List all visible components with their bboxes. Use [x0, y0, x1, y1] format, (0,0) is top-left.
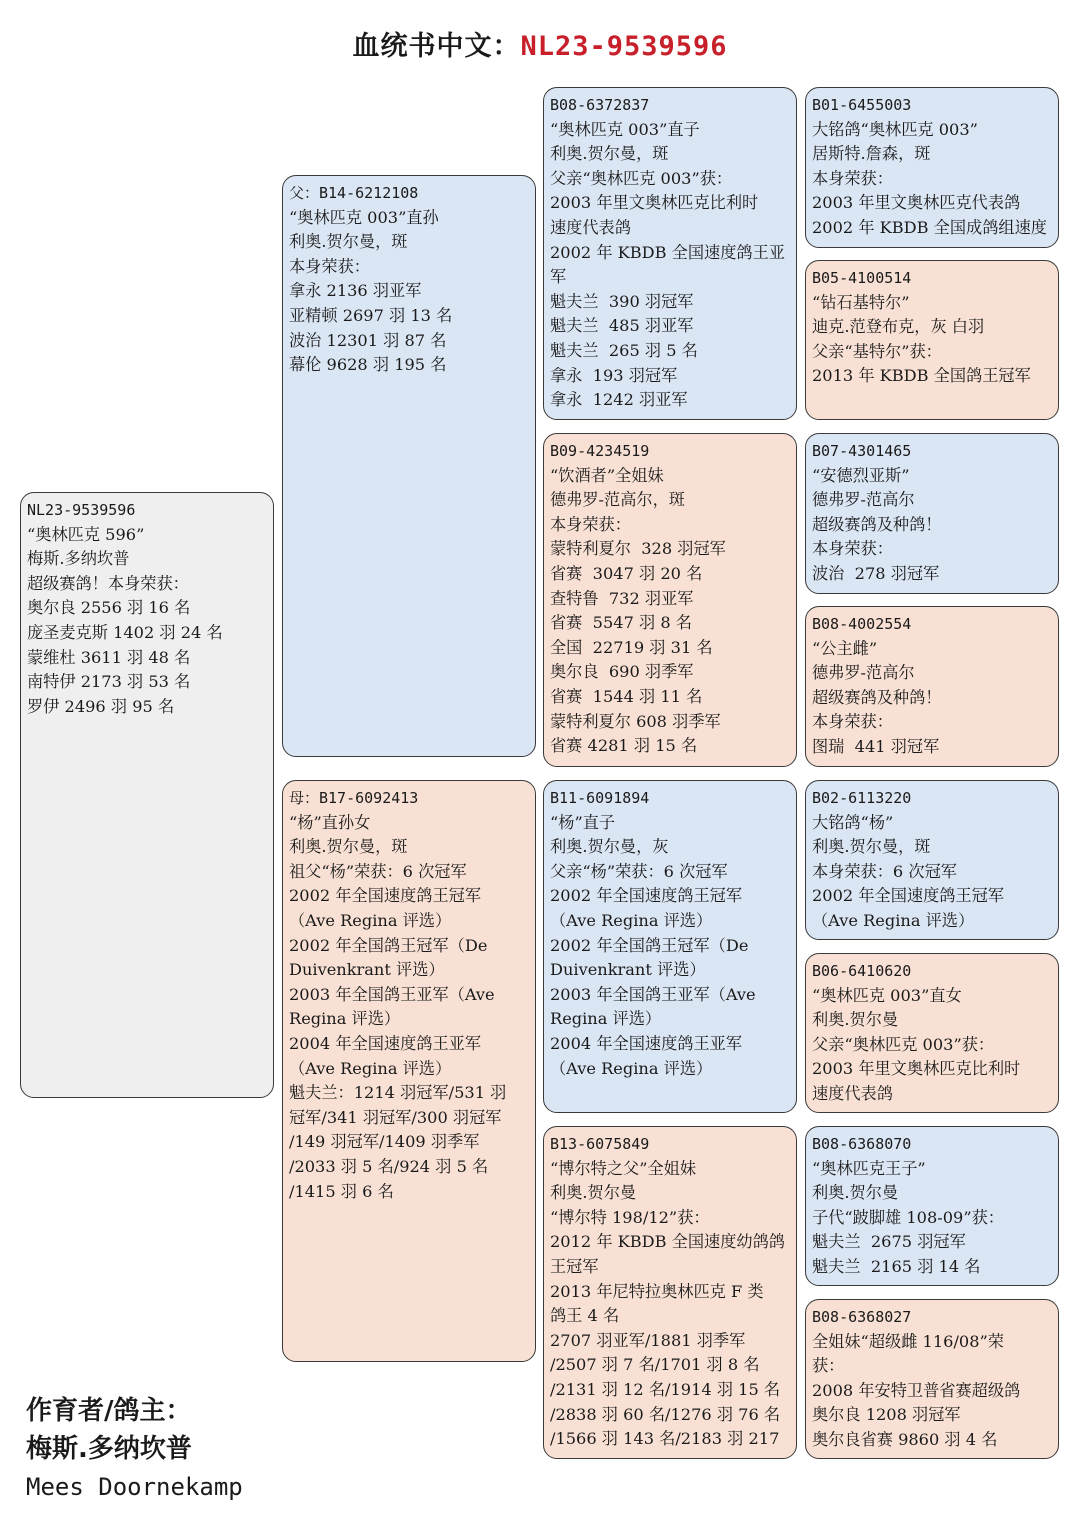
pedigree-line: 德弗罗-范高尔，斑	[550, 490, 685, 510]
pedigree-line: 魁夫兰 265 羽 5 名	[550, 340, 698, 360]
pedigree-line: 幕伦 9628 羽 195 名	[289, 355, 447, 375]
pedigree-line: 魁夫兰 390 羽冠军	[550, 291, 694, 311]
pedigree-line: 德弗罗-范高尔	[812, 663, 915, 683]
dam-sire-dam-card	[805, 953, 1059, 1113]
title-ring-number: NL23-9539596	[520, 31, 728, 62]
pedigree-line: 省赛 5547 羽 8 名	[550, 613, 692, 633]
pedigree-line: 蒙特利夏尔 608 羽季军	[550, 711, 721, 731]
pedigree-line: /1415 羽 6 名	[289, 1181, 394, 1201]
sire-sire-card	[543, 87, 797, 420]
pedigree-line: 省赛 4281 羽 15 名	[550, 736, 698, 756]
pedigree-line: 本身荣获：	[550, 514, 631, 534]
pedigree-line: 速度代表鸽	[550, 217, 631, 237]
pedigree-line: 2002 年全国鸽王冠军（De	[550, 935, 749, 955]
pedigree-line: 鸽王 4 名	[550, 1306, 620, 1326]
pedigree-line: 亚精顿 2697 羽 13 名	[289, 305, 453, 325]
ring-number: 母：B17-6092413	[289, 789, 419, 807]
pedigree-line: 2003 年全国鸽王亚军（Ave	[550, 984, 756, 1004]
pedigree-line: 2004 年全国速度鸽王亚军	[289, 1033, 482, 1053]
pedigree-line: 军	[550, 267, 567, 287]
ring-number: B08-6368070	[812, 1135, 912, 1153]
pedigree-line: 2003 年里文奥林匹克比利时	[812, 1059, 1021, 1079]
pedigree-line: 梅斯.多纳坎普	[27, 549, 130, 569]
dam-dam-sire-card	[805, 1126, 1059, 1286]
pedigree-line: “奥林匹克 596”	[27, 524, 145, 544]
pedigree-line: “饮酒者”全姐妹	[550, 465, 664, 485]
pedigree-line: 2707 羽亚军/1881 羽季军	[550, 1330, 746, 1350]
ring-number: B07-4301465	[812, 442, 912, 460]
pedigree-line: （Ave Regina 评选）	[550, 1058, 713, 1078]
pedigree-line: 超级赛鸽及种鸽！	[812, 514, 942, 534]
pedigree-line: （Ave Regina 评选）	[550, 910, 713, 930]
pedigree-line: 2008 年安特卫普省赛超级鸽	[812, 1380, 1021, 1400]
pedigree-line: 庞圣麦克斯 1402 羽 24 名	[27, 622, 223, 642]
breeder-label: 作育者/鸽主：	[26, 1396, 192, 1426]
breeder-name-cn: 梅斯.多纳坎普	[26, 1434, 192, 1464]
ring-number: B02-6113220	[812, 789, 912, 807]
pedigree-line: “杨”直孙女	[289, 812, 371, 832]
pedigree-line: 德弗罗-范高尔	[812, 490, 915, 510]
pedigree-line: /2838 羽 60 名/1276 羽 76 名	[550, 1404, 781, 1424]
pedigree-line: 奥尔良 690 羽季军	[550, 662, 694, 682]
dam-card	[282, 780, 536, 1362]
pedigree-line: 王冠军	[550, 1256, 599, 1276]
pedigree-line: “安德烈亚斯”	[812, 465, 910, 485]
pedigree-line: “奥林匹克 003”直女	[812, 985, 962, 1005]
pedigree-line: 大铭鸽“杨”	[812, 812, 894, 832]
pedigree-line: 拿永 193 羽冠军	[550, 365, 678, 385]
pedigree-line: 南特伊 2173 羽 53 名	[27, 672, 191, 692]
pedigree-line: 本身荣获：	[812, 712, 893, 732]
pedigree-line: 2002 年全国速度鸽王冠军	[289, 886, 482, 906]
breeder-block	[26, 1392, 243, 1506]
pedigree-line: 超级赛鸽！本身荣获：	[27, 573, 189, 593]
pedigree-line: 蒙维杜 3611 羽 48 名	[27, 647, 191, 667]
pedigree-line: 超级赛鸽及种鸽！	[812, 687, 942, 707]
pedigree-line: （Ave Regina 评选）	[289, 1058, 452, 1078]
pedigree-line: 利奥.贺尔曼	[812, 1010, 899, 1030]
dam-dam-card	[543, 1126, 797, 1459]
pedigree-line: 奥尔良省赛 9860 羽 4 名	[812, 1429, 998, 1449]
pedigree-line: 波治 12301 羽 87 名	[289, 330, 447, 350]
ring-number: B11-6091894	[550, 789, 650, 807]
pedigree-line: 迪克.范登布克，灰 白羽	[812, 317, 985, 337]
ring-number: B08-6372837	[550, 96, 650, 114]
breeder-name-en: Mees Doornekamp	[26, 1473, 243, 1501]
pedigree-line: 全国 22719 羽 31 名	[550, 637, 713, 657]
sire-dam-sire-card	[805, 433, 1059, 594]
pedigree-line: Duivenkrant 评选）	[289, 960, 445, 980]
pedigree-line: 2003 年全国鸽王亚军（Ave	[289, 984, 495, 1004]
pedigree-line: 2003 年里文奥林匹克比利时	[550, 193, 759, 213]
ring-number: B09-4234519	[550, 442, 650, 460]
pedigree-line: 利奥.贺尔曼，斑	[289, 837, 408, 857]
pedigree-line: 魁夫兰 485 羽亚军	[550, 316, 694, 336]
pedigree-line: “杨”直子	[550, 812, 616, 832]
pedigree-line: /1566 羽 143 名/2183 羽 217	[550, 1429, 780, 1449]
pedigree-line: 2003 年里文奥林匹克代表鸽	[812, 193, 1021, 213]
pedigree-line: （Ave Regina 评选）	[289, 910, 452, 930]
pedigree-line: “博尔特 198/12”获：	[550, 1207, 710, 1227]
pedigree-line: 2012 年 KBDB 全国速度幼鸽鸽	[550, 1232, 785, 1252]
pedigree-line: 波治 278 羽冠军	[812, 563, 940, 583]
pedigree-line: “公主雌”	[812, 638, 878, 658]
pedigree-line: 本身荣获：6 次冠军	[812, 861, 957, 881]
pedigree-line: “钻石基特尔”	[812, 292, 910, 312]
pedigree-line: 父亲“基特尔”获：	[812, 341, 942, 361]
pedigree-line: “博尔特之父”全姐妹	[550, 1158, 697, 1178]
pedigree-line: 2002 年全国速度鸽王冠军	[550, 886, 743, 906]
ring-number: B13-6075849	[550, 1135, 650, 1153]
pedigree-line: 拿永 1242 羽亚军	[550, 390, 688, 410]
pedigree-line: /2131 羽 12 名/1914 羽 15 名	[550, 1379, 781, 1399]
pedigree-line: 利奥.贺尔曼	[812, 1183, 899, 1203]
sire-sire-sire-card	[805, 87, 1059, 248]
page-title	[0, 24, 1080, 63]
dam-sire-card	[543, 780, 797, 1113]
pedigree-line: 速度代表鸽	[812, 1083, 893, 1103]
pedigree-line: 2002 年 KBDB 全国速度鸽王亚	[550, 242, 785, 262]
ring-number: B08-6368027	[812, 1308, 912, 1326]
pedigree-line: Regina 评选）	[550, 1009, 662, 1029]
sire-card	[282, 175, 536, 757]
pedigree-line: 父亲“奥林匹克 003”获：	[812, 1034, 995, 1054]
pedigree-line: 冠军/341 羽冠军/300 羽冠军	[289, 1107, 502, 1127]
pedigree-line: 图瑞 441 羽冠军	[812, 736, 940, 756]
pedigree-line: 2013 年尼特拉奥林匹克 F 类	[550, 1281, 764, 1301]
pedigree-line: 拿永 2136 羽亚军	[289, 281, 422, 301]
ring-number: B08-4002554	[812, 615, 912, 633]
title-prefix: 血统书中文：	[352, 31, 521, 62]
dam-dam-dam-card	[805, 1299, 1059, 1459]
pedigree-line: 利奥.贺尔曼，斑	[812, 837, 931, 857]
ring-number: B06-6410620	[812, 962, 912, 980]
pedigree-line: 查特鲁 732 羽亚军	[550, 588, 694, 608]
pedigree-line: 魁夫兰：1214 羽冠军/531 羽	[289, 1083, 507, 1103]
pedigree-line: Regina 评选）	[289, 1009, 401, 1029]
pedigree-line: 2002 年全国速度鸽王冠军	[812, 886, 1005, 906]
ring-number: B05-4100514	[812, 269, 912, 287]
pedigree-line: /2033 羽 5 名/924 羽 5 名	[289, 1156, 489, 1176]
pedigree-line: 2002 年 KBDB 全国成鸽组速度	[812, 217, 1047, 237]
pedigree-line: 本身荣获：	[812, 539, 893, 559]
pedigree-line: 父亲“杨”荣获：6 次冠军	[550, 861, 728, 881]
pedigree-line: 大铭鸽“奥林匹克 003”	[812, 119, 978, 139]
ring-number: 父：B14-6212108	[289, 184, 419, 202]
pedigree-line: 奥尔良 1208 羽冠军	[812, 1405, 961, 1425]
pedigree-line: 省赛 1544 羽 11 名	[550, 686, 703, 706]
pedigree-line: 利奥.贺尔曼	[550, 1183, 637, 1203]
pedigree-line: 魁夫兰 2675 羽冠军	[812, 1232, 966, 1252]
pedigree-line: 全姐妹“超级雌 116/08”荣	[812, 1331, 1004, 1351]
sire-dam-card	[543, 433, 797, 767]
pedigree-line: 2013 年 KBDB 全国鸽王冠军	[812, 366, 1031, 386]
pedigree-line: “奥林匹克 003”直子	[550, 119, 700, 139]
pedigree-line: 2004 年全国速度鸽王亚军	[550, 1033, 743, 1053]
pedigree-line: 本身荣获：	[812, 168, 893, 188]
pedigree-line: /2507 羽 7 名/1701 羽 8 名	[550, 1355, 760, 1375]
sire-sire-dam-card	[805, 260, 1059, 420]
pedigree-line: 子代“跛脚雄 108-09”获：	[812, 1207, 1004, 1227]
pedigree-line: 获：	[812, 1356, 845, 1376]
pedigree-line: 2002 年全国鸽王冠军（De	[289, 935, 488, 955]
pedigree-line: 省赛 3047 羽 20 名	[550, 563, 703, 583]
sire-dam-dam-card	[805, 606, 1059, 767]
pedigree-line: 父亲“奥林匹克 003”获：	[550, 168, 733, 188]
ring-number: B01-6455003	[812, 96, 912, 114]
pedigree-line: 利奥.贺尔曼，斑	[550, 144, 669, 164]
pedigree-line: 奥尔良 2556 羽 16 名	[27, 598, 191, 618]
pedigree-line: 居斯特.詹森，斑	[812, 144, 931, 164]
pedigree-line: “奥林匹克王子”	[812, 1158, 926, 1178]
dam-sire-sire-card	[805, 780, 1059, 940]
pedigree-line: Duivenkrant 评选）	[550, 960, 706, 980]
pedigree-line: 本身荣获：	[289, 256, 370, 276]
ring-number: NL23-9539596	[27, 501, 136, 519]
pedigree-line: 魁夫兰 2165 羽 14 名	[812, 1256, 981, 1276]
pedigree-line: “奥林匹克 003”直孙	[289, 207, 439, 227]
pedigree-line: （Ave Regina 评选）	[812, 910, 975, 930]
pedigree-line: 祖父“杨”荣获：6 次冠军	[289, 861, 467, 881]
pedigree-line: 蒙特利夏尔 328 羽冠军	[550, 539, 726, 559]
pedigree-line: 利奥.贺尔曼，斑	[289, 232, 408, 252]
pedigree-line: /149 羽冠军/1409 羽季军	[289, 1132, 480, 1152]
subject-card	[20, 492, 274, 1098]
pedigree-line: 罗伊 2496 羽 95 名	[27, 696, 175, 716]
pedigree-line: 利奥.贺尔曼，灰	[550, 837, 669, 857]
